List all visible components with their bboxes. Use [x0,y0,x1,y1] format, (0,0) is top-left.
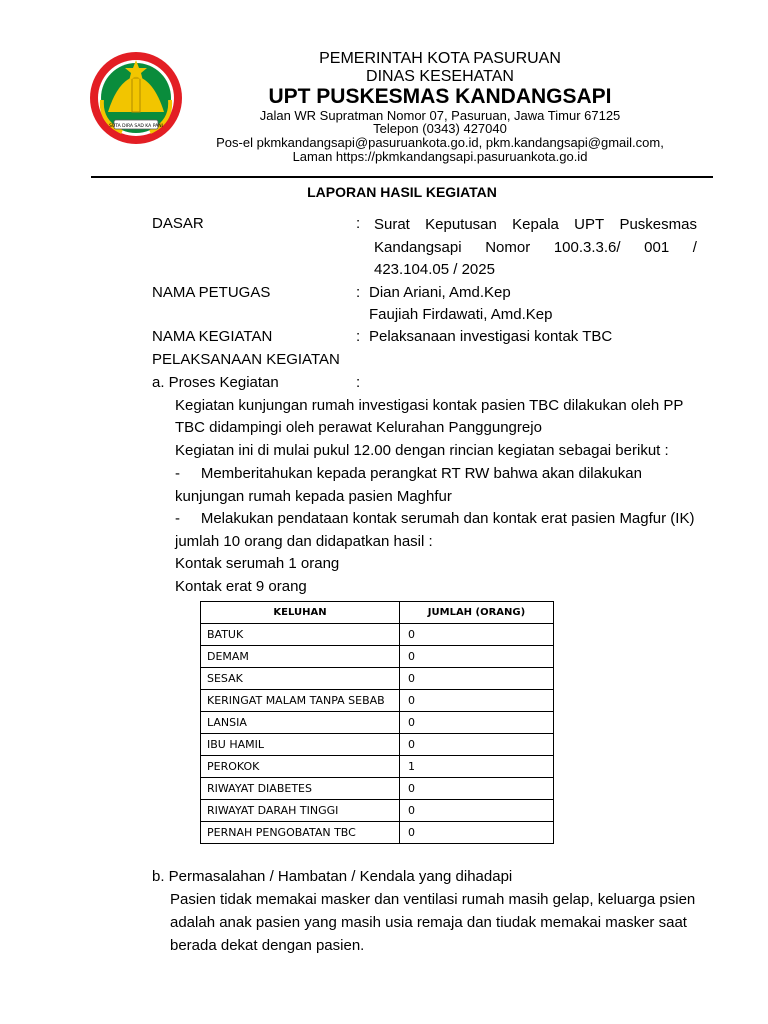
jumlah-cell: 0 [400,778,554,800]
header-phone: Telepon (0343) 427040 [373,121,507,136]
table-row [201,778,554,800]
pelaksanaan-label: PELAKSANAAN KEGIATAN [152,351,340,368]
dasar-colon: : [356,215,361,232]
table-row [201,624,554,646]
section-b-line: adalah anak pasien yang masih usia remaja dan tiudak memakai masker saat [170,914,687,931]
header-address: Jalan WR Supratman Nomor 07, Pasuruan, Jawa Timur 67125 [259,108,621,123]
jumlah-cell: 0 [400,712,554,734]
keluhan-cell: DEMAM [201,646,400,668]
jumlah-cell: 0 [400,822,554,844]
jumlah-cell: 1 [400,756,554,778]
section-a-line: Kegiatan kunjungan rumah investigasi kontak pasien TBC dilakukan oleh PP [175,397,684,414]
keluhan-cell: IBU HAMIL [201,734,400,756]
jumlah-cell: 0 [400,734,554,756]
table-row [201,690,554,712]
header-email: Pos-el pkmkandangsapi@pasuruankota.go.id, pkm.kandangsapi@gmail.com, [216,135,664,150]
section-a-bullet: - Memberitahukan kepada perangkat RT RW bahwa akan dilakukan [175,465,642,482]
jumlah-cell: 0 [400,690,554,712]
section-a-line: jumlah 10 orang dan didapatkan hasil : [175,533,433,550]
section-a-line: TBC didampingi oleh perawat Kelurahan Panggungrejo [175,419,542,436]
keluhan-cell: RIWAYAT DARAH TINGGI [201,800,400,822]
keluhan-cell: PEROKOK [201,756,400,778]
keluhan-table [200,601,554,844]
report-title: LAPORAN HASIL KEGIATAN [307,184,497,200]
kegiatan-colon: : [356,328,361,345]
dasar-line-3: 423.104.05 / 2025 [374,261,495,278]
section-a-heading: a. Proses Kegiatan [152,374,279,391]
jumlah-cell: 0 [400,668,554,690]
table-row [201,822,554,844]
section-a-line: Kontak serumah 1 orang [175,555,340,572]
section-a-colon: : [356,374,361,391]
table-row [201,646,554,668]
jumlah-cell: 0 [400,800,554,822]
jumlah-cell: 0 [400,624,554,646]
keluhan-cell: KERINGAT MALAM TANPA SEBAB [201,690,400,712]
keluhan-cell: BATUK [201,624,400,646]
header-divider [91,176,713,178]
header-institution: UPT PUSKESMAS KANDANGSAPI [268,85,612,108]
kegiatan-value: Pelaksanaan investigasi kontak TBC [369,328,613,345]
section-a-line: kunjungan rumah kepada pasien Maghfur [175,488,452,505]
table-row [201,734,554,756]
dasar-line-1: Surat Keputusan Kepala UPT Puskesmas [374,216,697,233]
petugas-name-1: Dian Ariani, Amd.Kep [369,284,511,301]
dasar-line-2: Kandangsapi Nomor 100.3.3.6/ 001 / [374,239,697,256]
table-header-keluhan: KELUHAN [201,602,400,624]
city-emblem-logo [88,50,184,146]
svg-text:SUTA DIRA SAD KA PANI: SUTA DIRA SAD KA PANI [109,124,163,129]
section-b-line: Pasien tidak memakai masker dan ventilasi rumah masih gelap, keluarga psien [170,891,696,908]
header-department: DINAS KESEHATAN [366,68,514,85]
keluhan-cell: SESAK [201,668,400,690]
table-header-row [201,602,554,624]
petugas-name-2: Faujiah Firdawati, Amd.Kep [369,306,553,323]
jumlah-cell: 0 [400,646,554,668]
table-row [201,668,554,690]
table-header-jumlah: JUMLAH (ORANG) [400,602,554,624]
dasar-label: DASAR [152,215,204,232]
petugas-label: NAMA PETUGAS [152,284,271,301]
kegiatan-label: NAMA KEGIATAN [152,328,273,345]
table-row [201,756,554,778]
section-a-line: Kontak erat 9 orang [175,578,307,595]
keluhan-cell: LANSIA [201,712,400,734]
keluhan-cell: RIWAYAT DIABETES [201,778,400,800]
section-a-line: Kegiatan ini di mulai pukul 12.00 dengan rincian kegiatan sebagai berikut : [175,442,669,459]
header-website: Laman https://pkmkandangsapi.pasuruankota.go.id [292,149,588,164]
section-a-bullet: - Melakukan pendataan kontak serumah dan kontak erat pasien Magfur (IK) [175,510,695,527]
keluhan-cell: PERNAH PENGOBATAN TBC [201,822,400,844]
header-government: PEMERINTAH KOTA PASURUAN [319,50,561,67]
petugas-colon: : [356,284,361,301]
table-row [201,712,554,734]
section-b-line: berada dekat dengan pasien. [170,937,365,954]
table-row [201,800,554,822]
section-b-heading: b. Permasalahan / Hambatan / Kendala yang dihadapi [152,868,513,885]
